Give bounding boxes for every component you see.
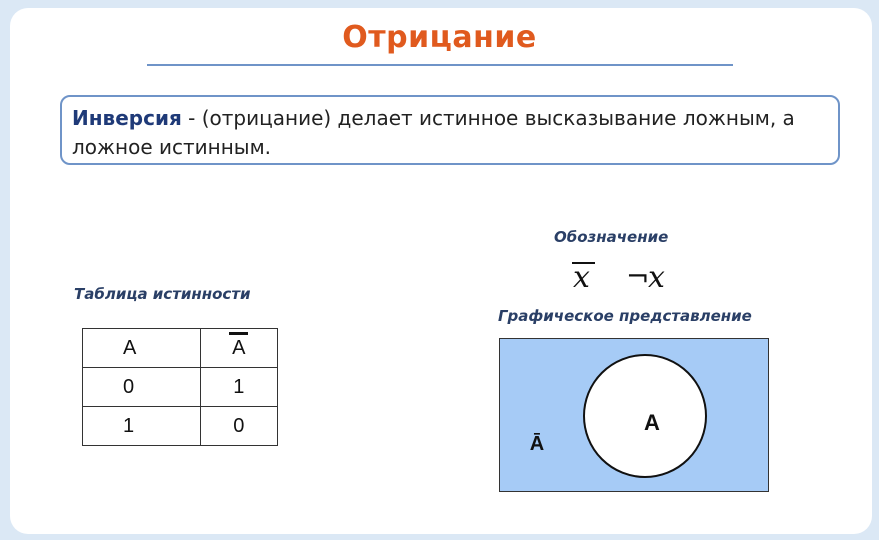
graphic-label: Графическое представление <box>498 307 752 325</box>
definition-box <box>60 95 840 165</box>
notation-x-bar: x <box>573 260 590 294</box>
complement-label: Ā <box>529 433 545 455</box>
definition-text: - (отрицание) делает истинное высказывание ложным, а ложное истинным. <box>72 106 795 159</box>
table-cell: 0 <box>200 407 278 446</box>
table-cell: 0 <box>83 368 201 407</box>
truth-table-label: Таблица истинности <box>74 285 251 303</box>
table-row <box>83 407 278 446</box>
venn-diagram <box>499 338 769 492</box>
notation-label: Обозначение <box>554 228 669 246</box>
table-cell: 1 <box>83 407 201 446</box>
notation-symbols <box>568 254 678 294</box>
notation-negation-var: x <box>648 260 665 294</box>
set-a-label: A <box>644 410 660 435</box>
header-cell-a: A <box>83 329 201 368</box>
definition-term: Инверсия <box>72 106 182 130</box>
header-cell-not-a: A <box>200 329 278 368</box>
slide-title: Отрицание <box>342 20 537 55</box>
notation-negation-sign: ¬ <box>626 260 650 293</box>
overbar-mark <box>229 332 248 335</box>
table-cell: 1 <box>200 368 278 407</box>
title-underline <box>147 64 733 66</box>
truth-table <box>82 328 278 446</box>
table-header-row <box>83 329 278 368</box>
table-row <box>83 368 278 407</box>
